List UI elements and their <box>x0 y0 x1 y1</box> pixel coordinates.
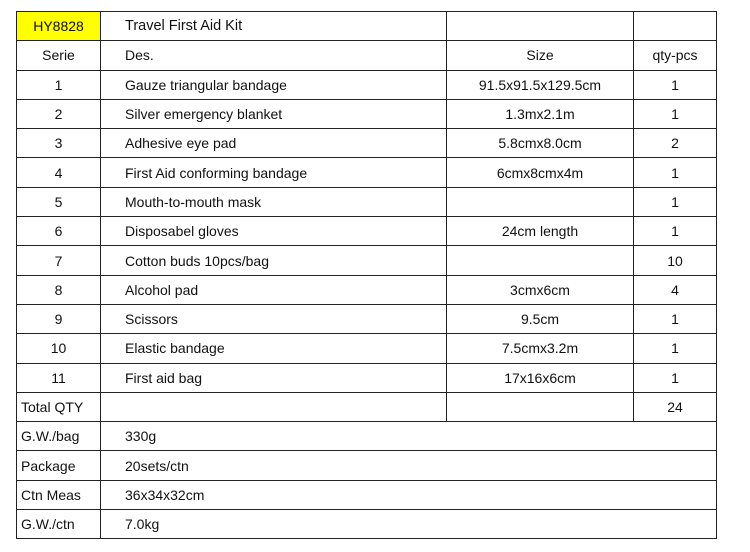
spec-label: G.W./bag <box>17 422 101 451</box>
table-row <box>17 217 717 246</box>
item-serie: 11 <box>17 363 101 392</box>
spec-row <box>17 480 717 509</box>
item-serie: 10 <box>17 334 101 363</box>
item-serie: 2 <box>17 99 101 128</box>
item-qty: 1 <box>634 363 717 392</box>
spec-label: Package <box>17 451 101 480</box>
product-title: Travel First Aid Kit <box>101 12 447 41</box>
item-size <box>447 187 634 216</box>
title-empty-qty <box>634 12 717 41</box>
spec-value: 330g <box>101 422 717 451</box>
total-value: 24 <box>634 392 717 421</box>
spec-row <box>17 451 717 480</box>
table-row <box>17 99 717 128</box>
product-code: HY8828 <box>17 12 101 41</box>
total-empty-size <box>447 392 634 421</box>
item-description: Silver emergency blanket <box>101 99 447 128</box>
column-header-row <box>17 41 717 70</box>
title-empty-size <box>447 12 634 41</box>
total-label: Total QTY <box>17 392 101 421</box>
item-qty: 10 <box>634 246 717 275</box>
table-row <box>17 275 717 304</box>
item-serie: 3 <box>17 129 101 158</box>
spec-row <box>17 510 717 539</box>
item-serie: 4 <box>17 158 101 187</box>
item-qty: 1 <box>634 70 717 99</box>
title-row <box>17 12 717 41</box>
table-row <box>17 246 717 275</box>
table-row <box>17 304 717 333</box>
item-serie: 6 <box>17 217 101 246</box>
spec-value: 7.0kg <box>101 510 717 539</box>
item-size: 7.5cmx3.2m <box>447 334 634 363</box>
item-description: First aid bag <box>101 363 447 392</box>
item-description: First Aid conforming bandage <box>101 158 447 187</box>
item-qty: 1 <box>634 217 717 246</box>
item-serie: 5 <box>17 187 101 216</box>
item-size: 3cmx6cm <box>447 275 634 304</box>
column-header-serie: Serie <box>17 41 101 70</box>
item-qty: 1 <box>634 334 717 363</box>
item-serie: 8 <box>17 275 101 304</box>
column-header-qty: qty-pcs <box>634 41 717 70</box>
item-size: 17x16x6cm <box>447 363 634 392</box>
column-header-description: Des. <box>101 41 447 70</box>
table-row <box>17 129 717 158</box>
item-description: Disposabel gloves <box>101 217 447 246</box>
item-description: Cotton buds 10pcs/bag <box>101 246 447 275</box>
total-row <box>17 392 717 421</box>
item-description: Adhesive eye pad <box>101 129 447 158</box>
item-serie: 9 <box>17 304 101 333</box>
table-row <box>17 70 717 99</box>
item-description: Alcohol pad <box>101 275 447 304</box>
total-empty-description <box>101 392 447 421</box>
spec-label: G.W./ctn <box>17 510 101 539</box>
column-header-size: Size <box>447 41 634 70</box>
item-description: Mouth-to-mouth mask <box>101 187 447 216</box>
item-serie: 7 <box>17 246 101 275</box>
table-row <box>17 158 717 187</box>
item-size: 1.3mx2.1m <box>447 99 634 128</box>
item-size: 24cm length <box>447 217 634 246</box>
table-row <box>17 334 717 363</box>
item-size: 5.8cmx8.0cm <box>447 129 634 158</box>
item-description: Gauze triangular bandage <box>101 70 447 99</box>
spec-label: Ctn Meas <box>17 480 101 509</box>
item-qty: 4 <box>634 275 717 304</box>
spec-value: 36x34x32cm <box>101 480 717 509</box>
item-description: Scissors <box>101 304 447 333</box>
table-row <box>17 187 717 216</box>
spec-value: 20sets/ctn <box>101 451 717 480</box>
item-description: Elastic bandage <box>101 334 447 363</box>
item-qty: 2 <box>634 129 717 158</box>
first-aid-kit-table <box>16 11 717 539</box>
item-qty: 1 <box>634 304 717 333</box>
item-qty: 1 <box>634 99 717 128</box>
table-row <box>17 363 717 392</box>
item-qty: 1 <box>634 187 717 216</box>
item-serie: 1 <box>17 70 101 99</box>
item-size: 91.5x91.5x129.5cm <box>447 70 634 99</box>
item-size: 9.5cm <box>447 304 634 333</box>
item-size: 6cmx8cmx4m <box>447 158 634 187</box>
item-size <box>447 246 634 275</box>
spec-row <box>17 422 717 451</box>
item-qty: 1 <box>634 158 717 187</box>
